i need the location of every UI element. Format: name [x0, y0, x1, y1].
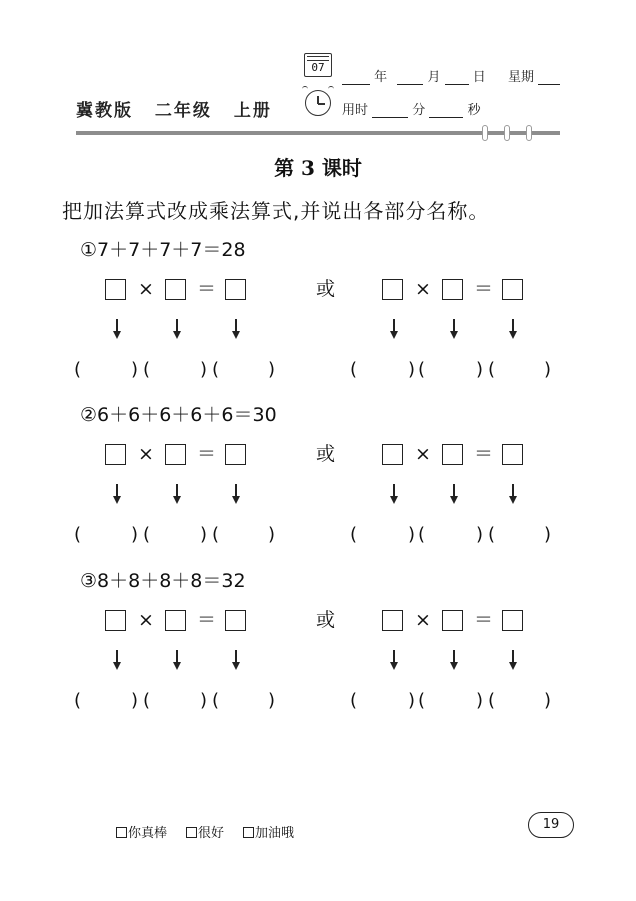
answer-box[interactable]: [442, 610, 463, 631]
year-blank: [342, 71, 370, 85]
answer-box[interactable]: [225, 279, 246, 300]
rating-label: 加油哦: [255, 826, 295, 841]
times-sign: ×: [138, 278, 154, 300]
right-paren: ): [200, 524, 208, 545]
down-arrow-icon: [232, 650, 240, 670]
answer-box[interactable]: [502, 610, 523, 631]
rating-good[interactable]: [186, 822, 224, 841]
rating-keep-going[interactable]: [243, 822, 294, 841]
times-sign: ×: [415, 609, 431, 631]
or-label: 或: [316, 278, 336, 300]
left-paren: (: [350, 690, 358, 711]
rating-label: 很好: [198, 826, 225, 841]
page-number: 19: [528, 812, 574, 838]
right-paren: ): [200, 690, 208, 711]
down-arrow-icon: [232, 319, 240, 339]
equals-sign: ＝: [474, 443, 494, 465]
second-label: 秒: [467, 103, 481, 118]
down-arrow-icon: [509, 319, 517, 339]
month-blank: [397, 71, 423, 85]
problem-label: ①7＋7＋7＋7＝28: [80, 239, 246, 261]
lesson-title: 第 3 课时: [274, 156, 362, 180]
down-arrow-icon: [450, 650, 458, 670]
left-paren: (: [488, 359, 496, 380]
checkbox[interactable]: [243, 827, 254, 838]
answer-box[interactable]: [442, 444, 463, 465]
left-paren: (: [212, 359, 220, 380]
times-sign: ×: [138, 609, 154, 631]
calendar-number: 07: [311, 61, 325, 74]
left-paren: (: [212, 690, 220, 711]
left-paren: (: [74, 690, 82, 711]
down-arrow-icon: [113, 319, 121, 339]
answer-box[interactable]: [105, 279, 126, 300]
right-paren: ): [131, 690, 139, 711]
down-arrow-icon: [450, 484, 458, 504]
right-paren: ): [476, 524, 484, 545]
right-paren: ): [408, 359, 416, 380]
answer-box[interactable]: [165, 610, 186, 631]
equals-sign: ＝: [474, 278, 494, 300]
right-paren: ): [268, 359, 276, 380]
down-arrow-icon: [390, 650, 398, 670]
left-paren: (: [212, 524, 220, 545]
times-sign: ×: [138, 443, 154, 465]
calendar-icon: [304, 53, 332, 77]
or-label: 或: [316, 443, 336, 465]
right-paren: ): [268, 524, 276, 545]
right-paren: ): [408, 690, 416, 711]
times-sign: ×: [415, 443, 431, 465]
down-arrow-icon: [173, 650, 181, 670]
or-label: 或: [316, 609, 336, 631]
times-sign: ×: [415, 278, 431, 300]
grade: 二年级: [154, 101, 212, 121]
date-line: [342, 66, 560, 85]
weekday-blank: [538, 71, 560, 85]
down-arrow-icon: [509, 650, 517, 670]
answer-box[interactable]: [382, 610, 403, 631]
left-paren: (: [143, 359, 151, 380]
minute-blank: [372, 104, 408, 118]
instruction: 把加法算式改成乘法算式,并说出各部分名称。: [62, 199, 490, 223]
answer-box[interactable]: [105, 444, 126, 465]
answer-box[interactable]: [165, 444, 186, 465]
down-arrow-icon: [390, 319, 398, 339]
answer-box[interactable]: [165, 279, 186, 300]
left-paren: (: [418, 524, 426, 545]
rating-great[interactable]: [116, 822, 167, 841]
right-paren: ): [408, 524, 416, 545]
day-blank: [445, 71, 469, 85]
equals-sign: ＝: [197, 443, 217, 465]
answer-box[interactable]: [382, 444, 403, 465]
volume: 上册: [233, 101, 272, 121]
right-paren: ): [476, 690, 484, 711]
answer-box[interactable]: [225, 610, 246, 631]
equals-sign: ＝: [197, 609, 217, 631]
problem-label: ②6＋6＋6＋6＋6＝30: [80, 404, 277, 426]
year-label: 年: [374, 70, 388, 85]
left-paren: (: [74, 359, 82, 380]
down-arrow-icon: [390, 484, 398, 504]
down-arrow-icon: [113, 484, 121, 504]
left-paren: (: [350, 524, 358, 545]
publisher: 冀教版: [76, 101, 133, 121]
right-paren: ): [476, 359, 484, 380]
left-paren: (: [74, 524, 82, 545]
right-paren: ): [544, 690, 552, 711]
left-paren: (: [488, 690, 496, 711]
down-arrow-icon: [450, 319, 458, 339]
second-blank: [429, 104, 463, 118]
answer-box[interactable]: [502, 279, 523, 300]
right-paren: ): [268, 690, 276, 711]
right-paren: ): [544, 359, 552, 380]
right-paren: ): [131, 524, 139, 545]
clock-icon: [305, 90, 331, 116]
down-arrow-icon: [113, 650, 121, 670]
book-edition: [76, 96, 286, 121]
answer-box[interactable]: [382, 279, 403, 300]
down-arrow-icon: [173, 484, 181, 504]
right-paren: ): [131, 359, 139, 380]
right-paren: ): [544, 524, 552, 545]
left-paren: (: [488, 524, 496, 545]
weekday-label: 星期: [508, 70, 535, 85]
minute-label: 分: [412, 103, 426, 118]
rating-label: 你真棒: [128, 826, 168, 841]
answer-box[interactable]: [502, 444, 523, 465]
right-paren: ): [200, 359, 208, 380]
month-label: 月: [427, 70, 441, 85]
day-label: 日: [472, 70, 486, 85]
left-paren: (: [143, 690, 151, 711]
left-paren: (: [350, 359, 358, 380]
binder-rings: [480, 125, 540, 145]
answer-box[interactable]: [225, 444, 246, 465]
checkbox[interactable]: [116, 827, 127, 838]
equals-sign: ＝: [474, 609, 494, 631]
checkbox[interactable]: [186, 827, 197, 838]
answer-box[interactable]: [105, 610, 126, 631]
left-paren: (: [143, 524, 151, 545]
answer-box[interactable]: [442, 279, 463, 300]
problem-label: ③8＋8＋8＋8＝32: [80, 570, 246, 592]
down-arrow-icon: [509, 484, 517, 504]
left-paren: (: [418, 690, 426, 711]
left-paren: (: [418, 359, 426, 380]
time-line: [342, 99, 481, 118]
down-arrow-icon: [173, 319, 181, 339]
down-arrow-icon: [232, 484, 240, 504]
equals-sign: ＝: [197, 278, 217, 300]
time-used-label: 用时: [342, 103, 369, 118]
